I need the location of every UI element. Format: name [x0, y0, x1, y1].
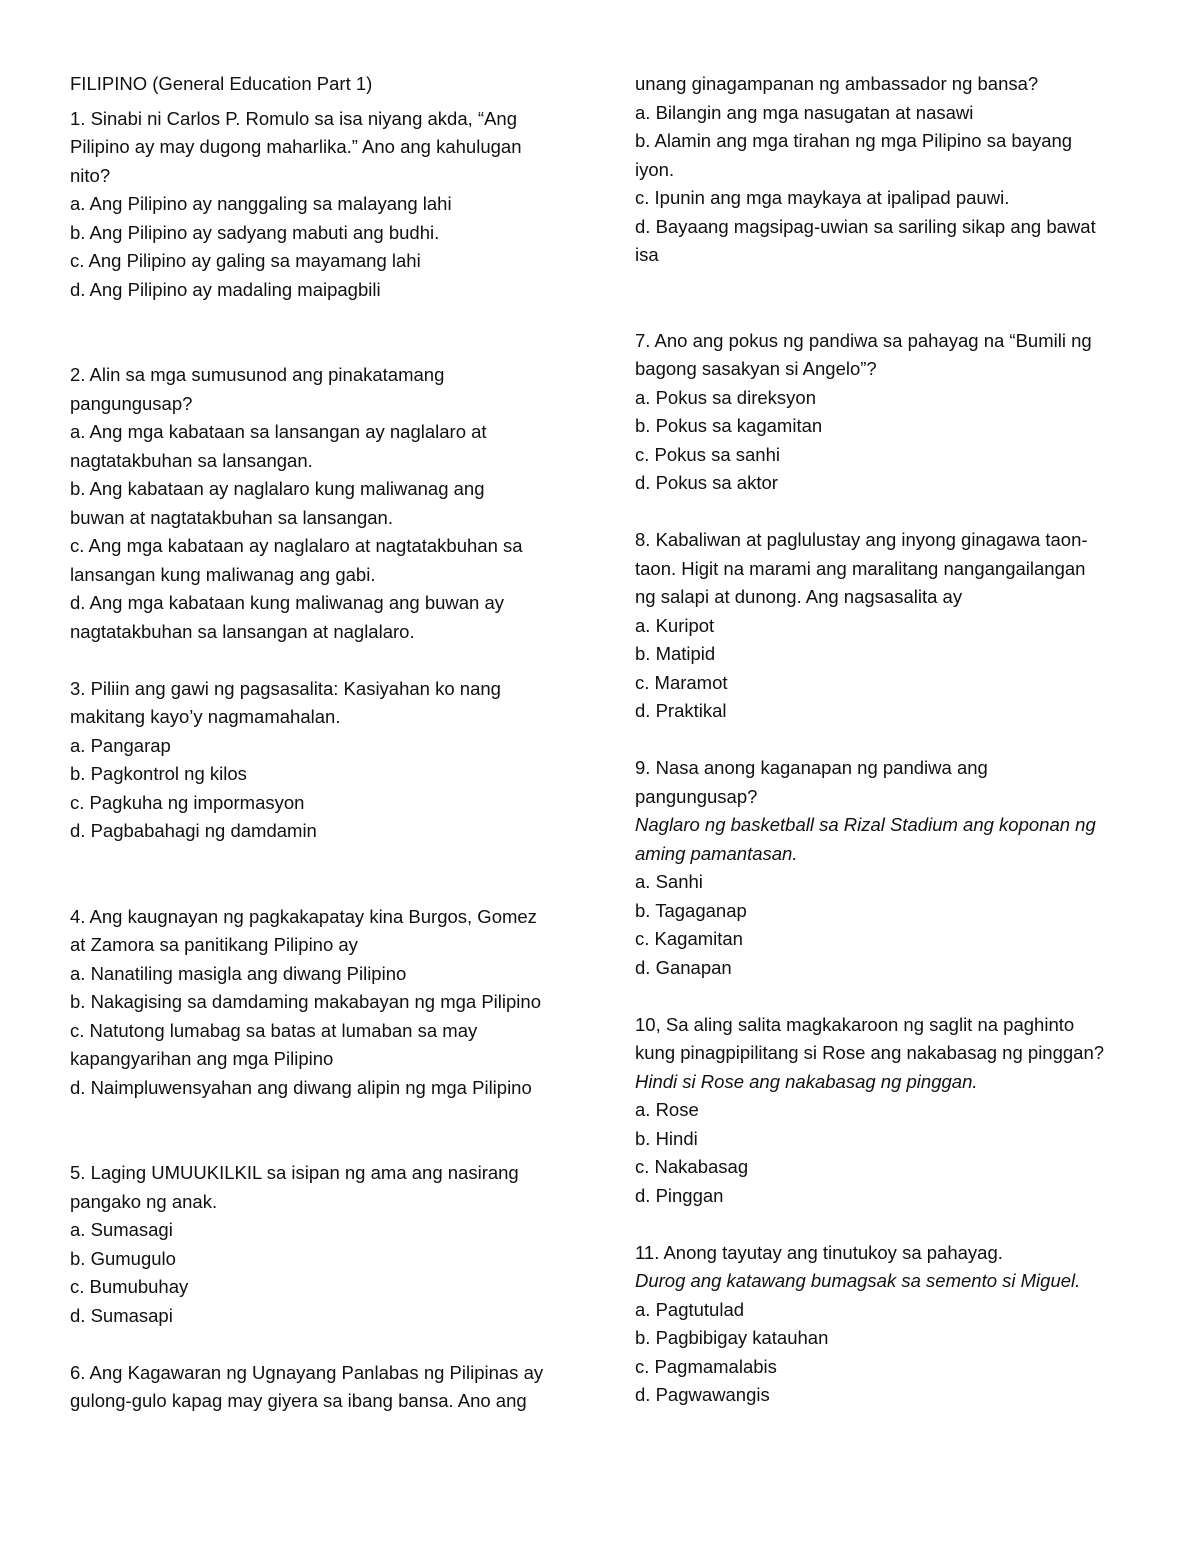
question-stem: pangungusap?	[70, 392, 193, 414]
choice-b: b. Pokus sa kagamitan	[635, 415, 823, 436]
choice-c: c. Pagkuha ng impormasyon	[70, 791, 305, 813]
question-sentence: Hindi si Rose ang nakabasag ng pinggan.	[635, 1070, 978, 1092]
question-3	[70, 675, 570, 846]
question-stem: at Zamora sa panitikang Pilipino ay	[70, 934, 358, 955]
question-stem: ng salapi at dunong. Ang nagsasalita ay	[635, 586, 963, 607]
choice-a: a. Ang Pilipino ay nanggaling sa malayang lahi	[70, 193, 452, 214]
choice-c: lansangan kung maliwanag ang gabi.	[70, 563, 376, 585]
question-8	[635, 526, 1135, 726]
choice-a: a. Pokus sa direksyon	[635, 386, 816, 408]
choice-a: a. Rose	[635, 1099, 699, 1120]
choice-c: c. Natutong lumabag sa batas at lumaban sa may	[70, 1019, 478, 1041]
question-stem: 4. Ang kaugnayan ng pagkakapatay kina Burgos, Gomez	[70, 905, 537, 927]
choice-a: a. Bilangin ang mga nasugatan at nasawi	[635, 101, 974, 123]
spacer	[70, 846, 570, 903]
question-sentence: aming pamantasan.	[635, 842, 798, 864]
question-9	[635, 754, 1135, 982]
choice-d: d. Pagbabahagi ng damdamin	[70, 820, 317, 841]
choice-b: b. Pagbibigay katauhan	[635, 1327, 829, 1348]
choice-d: d. Pinggan	[635, 1184, 724, 1206]
choice-d: d. Naimpluwensyahan ang diwang alipin ng mga Pilipino	[70, 1076, 532, 1098]
choice-d: d. Ganapan	[635, 956, 732, 978]
question-7	[635, 327, 1135, 498]
page-title: FILIPINO (General Education Part 1)	[70, 73, 373, 94]
choice-c: c. Kagamitan	[635, 928, 743, 949]
choice-b: b. Alamin ang mga tirahan ng mga Pilipino sa bayang	[635, 130, 1073, 151]
question-stem: pangako ng anak.	[70, 1190, 218, 1212]
question-stem: 5. Laging UMUUKILKIL sa isipan ng ama ang nasirang	[70, 1162, 519, 1183]
choice-b: b. Ang Pilipino ay sadyang mabuti ang budhi.	[70, 221, 440, 243]
choice-c: c. Nakabasag	[635, 1156, 749, 1177]
question-stem: 3. Piliin ang gawi ng pagsasalita: Kasiyahan ko nang	[70, 677, 501, 699]
choice-d: d. Sumasapi	[70, 1304, 173, 1326]
spacer	[70, 304, 570, 361]
question-stem: taon. Higit na marami ang maralitang nangangailangan	[635, 557, 1086, 579]
spacer	[635, 726, 1135, 755]
question-sentence: Durog ang katawang bumagsak sa semento si Miguel.	[635, 1270, 1081, 1291]
right-column	[635, 70, 1135, 1410]
spacer	[635, 270, 1135, 327]
question-stem: nito?	[70, 164, 111, 186]
choice-d: d. Praktikal	[635, 700, 727, 721]
spacer	[70, 1102, 570, 1159]
question-stem: bagong sasakyan si Angelo”?	[635, 358, 877, 379]
spacer	[70, 646, 570, 675]
choice-d: d. Pagwawangis	[635, 1384, 770, 1405]
choice-c: c. Ang mga kabataan ay naglalaro at nagtatakbuhan sa	[70, 535, 523, 556]
question-stem: 8. Kabaliwan at paglulustay ang inyong ginagawa taon-	[635, 529, 1088, 550]
spacer	[635, 1210, 1135, 1239]
question-stem: 2. Alin sa mga sumusunod ang pinakatamang	[70, 364, 445, 385]
choice-a: a. Pagtutulad	[635, 1298, 745, 1320]
question-stem: gulong-gulo kapag may giyera sa ibang bansa. Ano ang	[70, 1390, 527, 1411]
spacer	[635, 498, 1135, 527]
choice-d: d. Ang Pilipino ay madaling maipagbili	[70, 278, 381, 300]
choice-c: c. Bumubuhay	[70, 1276, 189, 1297]
question-sentence: Naglaro ng basketball sa Rizal Stadium ang koponan ng	[635, 814, 1096, 835]
choice-b: iyon.	[635, 158, 675, 180]
spacer	[635, 982, 1135, 1011]
choice-c: c. Maramot	[635, 671, 728, 693]
question-stem: Pilipino ay may dugong maharlika.” Ano ang kahulugan	[70, 136, 522, 157]
choice-b: b. Gumugulo	[70, 1247, 176, 1269]
choice-a: a. Pangarap	[70, 734, 171, 756]
choice-b: b. Ang kabataan ay naglalaro kung maliwanag ang	[70, 478, 485, 499]
question-5	[70, 1159, 570, 1330]
choice-b: b. Pagkontrol ng kilos	[70, 763, 247, 784]
choice-a: a. Sumasagi	[70, 1219, 173, 1240]
choice-a: nagtatakbuhan sa lansangan.	[70, 449, 313, 471]
choice-a: a. Ang mga kabataan sa lansangan ay naglalaro at	[70, 421, 487, 442]
choice-b: b. Tagaganap	[635, 899, 747, 921]
choice-d: nagtatakbuhan sa lansangan at naglalaro.	[70, 620, 415, 642]
question-2	[70, 361, 570, 646]
choice-c: c. Pokus sa sanhi	[635, 443, 780, 465]
choice-a: a. Sanhi	[635, 871, 703, 892]
choice-d: d. Bayaang magsipag-uwian sa sariling sikap ang bawat	[635, 215, 1096, 237]
question-6-start	[70, 1359, 570, 1416]
question-stem: 11. Anong tayutay ang tinutukoy sa pahayag.	[635, 1241, 1003, 1263]
choice-c: c. Ipunin ang mga maykaya at ipalipad pauwi.	[635, 187, 1010, 208]
question-4	[70, 903, 570, 1103]
question-10	[635, 1011, 1135, 1211]
choice-d: isa	[635, 244, 659, 265]
question-11	[635, 1239, 1135, 1410]
question-stem: pangungusap?	[635, 785, 758, 807]
choice-c: c. Ang Pilipino ay galing sa mayamang lahi	[70, 250, 421, 271]
choice-d: d. Pokus sa aktor	[635, 472, 778, 493]
choice-b: b. Hindi	[635, 1127, 698, 1149]
question-stem: 1. Sinabi ni Carlos P. Romulo sa isa niyang akda, “Ang	[70, 107, 517, 129]
choice-c: c. Pagmamalabis	[635, 1355, 777, 1377]
choice-b: buwan at nagtatakbuhan sa lansangan.	[70, 506, 393, 528]
question-stem: unang ginagampanan ng ambassador ng bansa?	[635, 73, 1039, 94]
left-column	[70, 70, 570, 1416]
question-stem: kung pinagpipilitang si Rose ang nakabasag ng pinggan?	[635, 1042, 1105, 1063]
choice-a: a. Kuripot	[635, 614, 715, 636]
spacer	[70, 1330, 570, 1359]
question-6-continued	[635, 70, 1135, 270]
choice-a: a. Nanatiling masigla ang diwang Pilipino	[70, 962, 407, 984]
question-stem: 6. Ang Kagawaran ng Ugnayang Panlabas ng Pilipinas ay	[70, 1361, 544, 1383]
question-1	[70, 105, 570, 305]
question-stem: makitang kayo’y nagmamahalan.	[70, 706, 341, 727]
choice-b: b. Matipid	[635, 643, 716, 664]
choice-d: d. Ang mga kabataan kung maliwanag ang buwan ay	[70, 592, 505, 613]
choice-b: b. Nakagising sa damdaming makabayan ng mga Pilipino	[70, 991, 541, 1012]
question-stem: 7. Ano ang pokus ng pandiwa sa pahayag na “Bumili ng	[635, 329, 1092, 351]
question-stem: 10, Sa aling salita magkakaroon ng saglit na paghinto	[635, 1013, 1075, 1035]
question-stem: 9. Nasa anong kaganapan ng pandiwa ang	[635, 757, 988, 778]
choice-c: kapangyarihan ang mga Pilipino	[70, 1048, 334, 1069]
